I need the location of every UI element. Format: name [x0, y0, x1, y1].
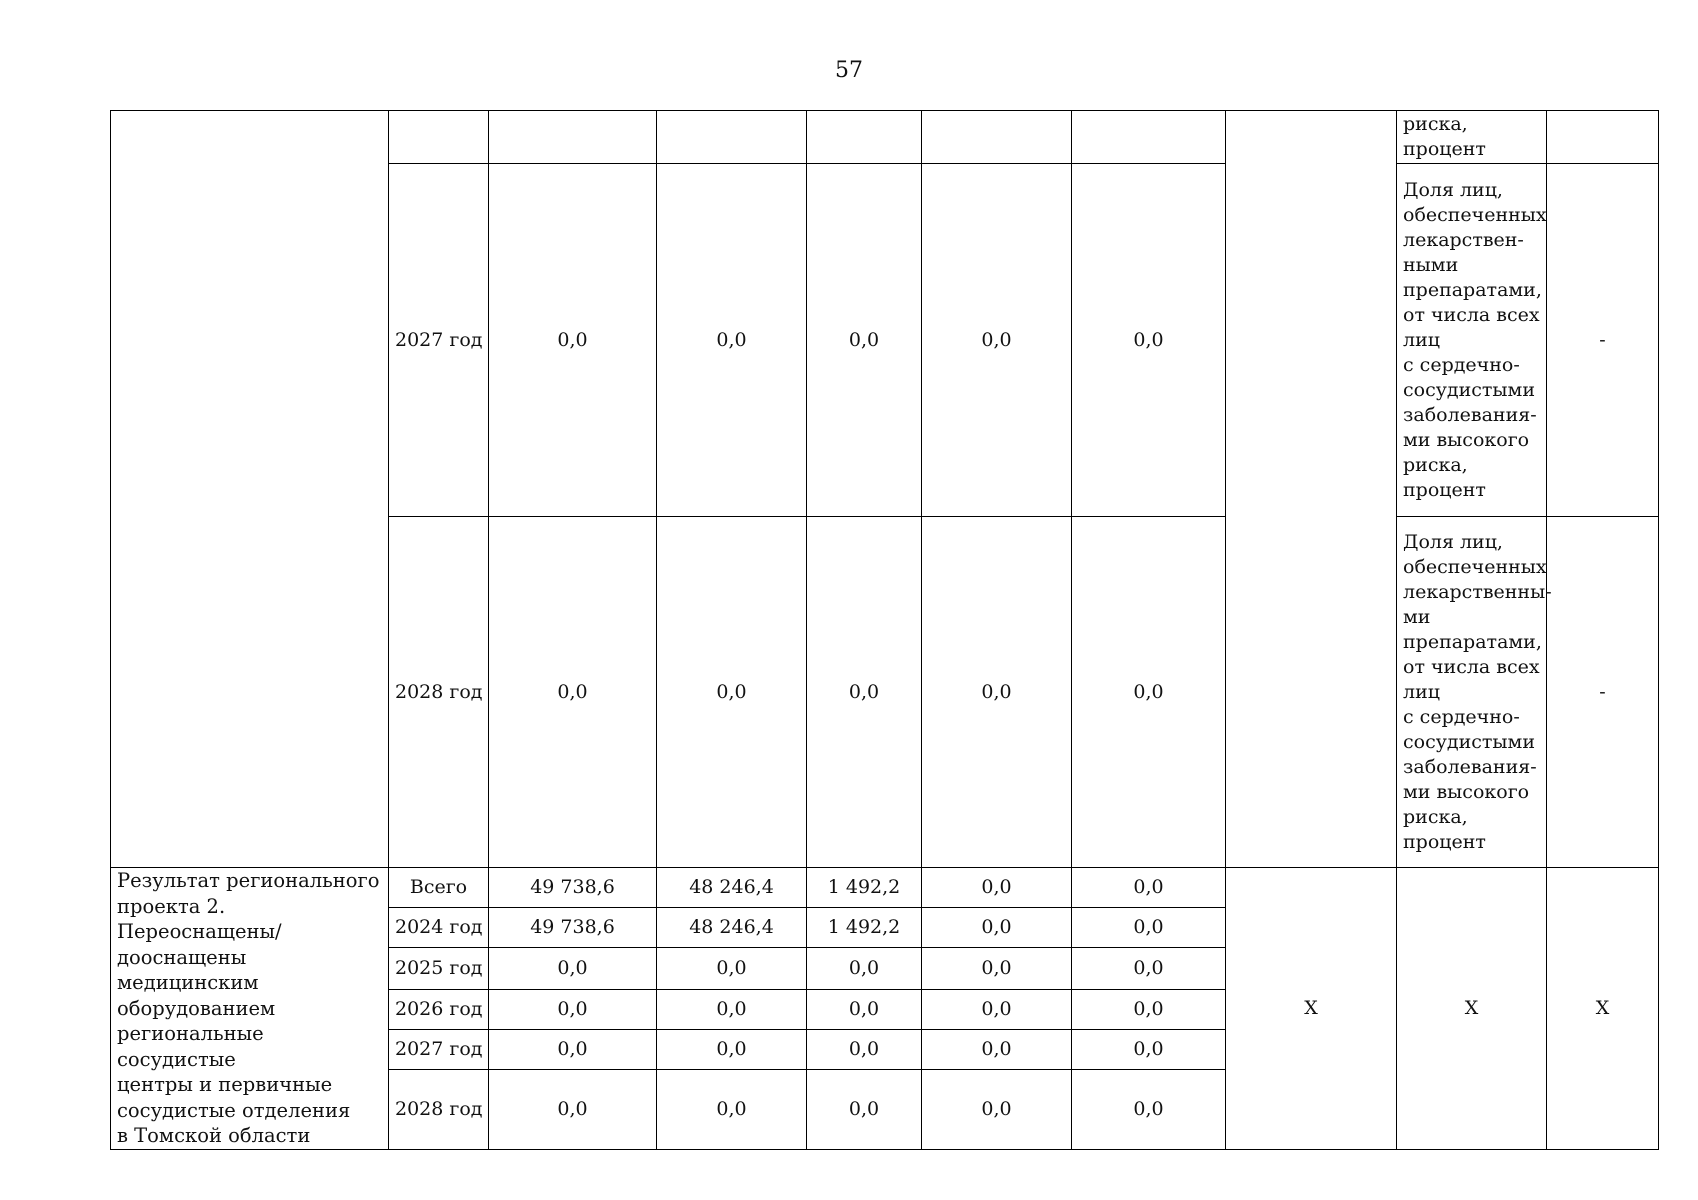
cell-value: 0,0	[807, 1070, 922, 1149]
cell-value: 49 738,6	[489, 868, 657, 908]
cell-year: 2028 год	[389, 1070, 489, 1149]
cell-name-empty	[111, 111, 389, 868]
cell-mark: Х	[1397, 868, 1547, 1150]
cell-value: 0,0	[922, 948, 1072, 989]
cell-value: 0,0	[657, 517, 807, 868]
cell-result-name: Результат регионального проекта 2. Переоснащены/дооснащены медицинским оборудованием региональные сосудистые центры и первичные сосудистые отделения в Томской области	[111, 868, 389, 1150]
cell-value: 0,0	[657, 164, 807, 517]
cell-value: 0,0	[1072, 989, 1226, 1029]
cell-value: 0,0	[1072, 1030, 1226, 1070]
cell-year: 2027 год	[389, 164, 489, 517]
cell-value: 0,0	[922, 908, 1072, 948]
cell-value: 0,0	[807, 1030, 922, 1070]
cell-year-empty	[389, 111, 489, 164]
cell-value: 0,0	[1072, 948, 1226, 989]
cell-indicator: Доля лиц, обеспеченных лекарственны- ми препаратами, от числа всех лиц с сердечно- сосудистыми заболевания- ми высокого риска, процент	[1397, 517, 1547, 868]
cell-value: 0,0	[922, 1030, 1072, 1070]
cell-empty	[922, 111, 1072, 164]
cell-value: 0,0	[657, 989, 807, 1029]
cell-value: 0,0	[1072, 868, 1226, 908]
cell-indicator: Доля лиц, обеспеченных лекарствен- ными препаратами, от числа всех лиц с сердечно- сосудистыми заболевания- ми высокого риска, процент	[1397, 164, 1547, 517]
cell-year: 2025 год	[389, 948, 489, 989]
cell-year: 2028 год	[389, 517, 489, 868]
cell-value: 0,0	[489, 164, 657, 517]
table-row	[111, 111, 1659, 164]
cell-value: 0,0	[922, 164, 1072, 517]
cell-empty	[1226, 111, 1397, 868]
cell-empty	[1547, 111, 1659, 164]
cell-value: 0,0	[807, 948, 922, 989]
cell-mark: Х	[1547, 868, 1659, 1150]
cell-value: 49 738,6	[489, 908, 657, 948]
cell-mark: Х	[1226, 868, 1397, 1150]
cell-value: 0,0	[922, 1070, 1072, 1149]
cell-value: 0,0	[657, 1030, 807, 1070]
cell-indicator-continued: риска, процент	[1397, 111, 1547, 164]
cell-value: 0,0	[807, 164, 922, 517]
cell-year: 2024 год	[389, 908, 489, 948]
cell-value: 48 246,4	[657, 868, 807, 908]
cell-indicator-value: -	[1547, 164, 1659, 517]
cell-indicator-value: -	[1547, 517, 1659, 868]
cell-value: 0,0	[1072, 1070, 1226, 1149]
table-row	[111, 868, 1659, 908]
page-number: 57	[835, 58, 863, 83]
cell-value: 0,0	[1072, 908, 1226, 948]
cell-value: 0,0	[807, 517, 922, 868]
cell-value: 0,0	[489, 1070, 657, 1149]
cell-value: 0,0	[657, 948, 807, 989]
cell-value: 0,0	[657, 1070, 807, 1149]
cell-value: 1 492,2	[807, 868, 922, 908]
cell-empty	[807, 111, 922, 164]
budget-table	[110, 110, 1659, 1150]
cell-value: 1 492,2	[807, 908, 922, 948]
cell-value: 48 246,4	[657, 908, 807, 948]
cell-value: 0,0	[1072, 517, 1226, 868]
cell-value: 0,0	[1072, 164, 1226, 517]
cell-value: 0,0	[922, 989, 1072, 1029]
cell-value: 0,0	[807, 989, 922, 1029]
cell-value: 0,0	[922, 517, 1072, 868]
cell-empty	[489, 111, 657, 164]
cell-value: 0,0	[489, 517, 657, 868]
cell-year: Всего	[389, 868, 489, 908]
cell-value: 0,0	[489, 1030, 657, 1070]
cell-year: 2026 год	[389, 989, 489, 1029]
cell-empty	[1072, 111, 1226, 164]
cell-empty	[657, 111, 807, 164]
cell-value: 0,0	[922, 868, 1072, 908]
cell-year: 2027 год	[389, 1030, 489, 1070]
cell-value: 0,0	[489, 948, 657, 989]
cell-value: 0,0	[489, 989, 657, 1029]
